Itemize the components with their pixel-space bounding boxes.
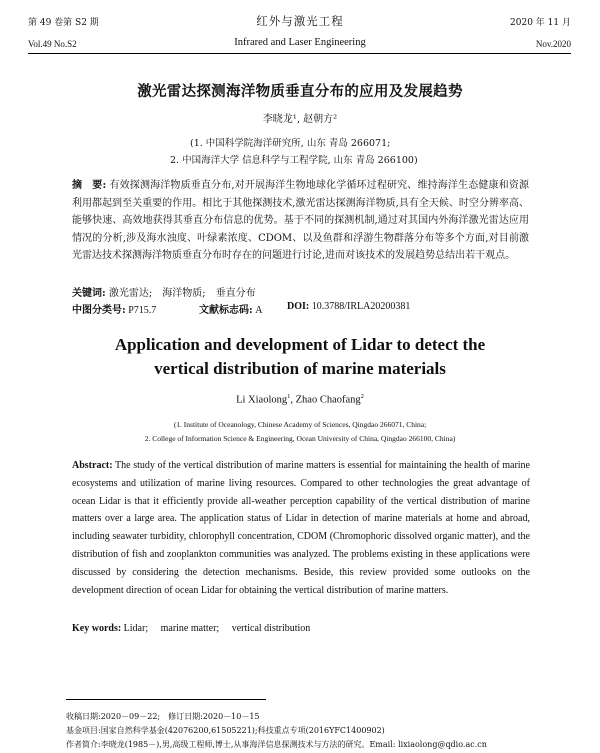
abstract-en [72, 457, 530, 599]
abstract-en-label: Abstract: [72, 460, 113, 471]
footnote-rule [66, 699, 266, 700]
header-date-cn: 2020 年 11 月 [510, 18, 571, 28]
author-en-1: Li Xiaolong [236, 394, 288, 406]
doc-code-value: A [255, 305, 263, 316]
header-volume-en: Vol.49 No.S2 [28, 39, 77, 49]
author-en-separator: , [290, 394, 296, 406]
footnote-author-info: 作者简介:李晓龙(1985－),男,高级工程师,博士,从事海洋信息探测技术与方法的研究。Email: lixiaolong@qdio.ac.cn [66, 740, 487, 749]
keywords-cn [72, 284, 256, 299]
author-en-2-mark: 2 [360, 393, 364, 400]
header-date-en: Nov.2020 [535, 39, 571, 49]
keywords-cn-label: 关键词: [72, 288, 106, 299]
authors-cn: 李晓龙¹, 赵朝方² [262, 114, 338, 125]
affiliation-cn-1: (1. 中国科学院海洋研究所, 山东 青岛 266071; [190, 138, 391, 149]
author-en-2: Zhao Chaofang [295, 394, 361, 406]
affiliation-cn-2: 2. 中国海洋大学 信息科学与工程学院, 山东 青岛 266100) [170, 155, 418, 166]
clc-value: P715.7 [128, 305, 157, 316]
abstract-en-text: The study of the vertical distribution of marine matters is essential for maintaining the health of marine ecosystems and utilization of marine living resources. Compared to other technologies the great advantage of ocean Lidar is that it efficiently provide all-weather perception capability of the vertical distribution of marine matters over a large area. The application status of Lidar in detection of marine materials at home and abroad, including seawater turbidity, chlorophyll concentration, CDOM (Chromophoric dissolved organic matter), and the distribution of fish and zooplankton communities was analyzed. The problems existing in these applications were discussed by considering the detection mechanisms. Beside, this review provided some outlooks on the development direction of ocean Lidar for obtaining the vertical distribution of marine matters. [72, 460, 530, 596]
abstract-cn [72, 177, 529, 265]
title-en: Application and development of Lidar to detect the vertical distribution of marine materials [114, 335, 486, 378]
doi [287, 301, 410, 312]
keywords-en-text: Lidar; marine matter; vertical distribution [123, 623, 311, 634]
doc-code [199, 301, 262, 316]
abstract-cn-label: 摘 要: [72, 180, 107, 191]
title-cn: 激光雷达探测海洋物质垂直分布的应用及发展趋势 [137, 83, 463, 100]
doc-code-label: 文献标志码: [199, 305, 253, 316]
header-journal-cn: 红外与激光工程 [256, 14, 344, 28]
authors-en [0, 393, 600, 406]
affiliation-en-2: 2. College of Information Science & Engineering, Ocean University of China, Qingdao 266100, China) [144, 434, 456, 443]
affiliation-en-1: (1. Institute of Oceanology, Chinese Academy of Sciences, Qingdao 266071, China; [173, 420, 427, 429]
doi-value: 10.3788/IRLA20200381 [311, 301, 411, 312]
footnote-fund: 基金项目:国家自然科学基金(42076200,61505221);科技重点专项(2016YFC1400902) [66, 726, 385, 735]
footnote-received: 收稿日期:2020－09－22; 修订日期:2020－10－15 [66, 712, 260, 721]
header-volume-cn: 第 49 卷第 S2 期 [28, 18, 99, 28]
header-journal-en: Infrared and Laser Engineering [234, 37, 366, 48]
clc-label: 中图分类号: [72, 305, 126, 316]
header-rule [28, 53, 571, 54]
keywords-en-label: Key words: [72, 623, 122, 634]
doi-label: DOI: [287, 301, 310, 312]
abstract-cn-text: 有效探测海洋物质垂直分布,对开展海洋生物地球化学循环过程研究、维持海洋生态健康和资源利用都起到至关重要的作用。相比于其他探测技术,激光雷达探测海洋物质,具有全天候、时空分辨率高、能够快速、高效地获得其垂直分布信息的优势。基于不同的探测机制,通过对其国内外海洋激光雷达应用情况的分析,涉及海水浊度、叶绿素浓度、CDOM、以及鱼群和浮游生物群落分布等多个方面,对目前激光雷达技术探测海洋物质垂直分布时存在的问题进行讨论,进而对该技术的发展趋势总结出若干观点。 [72, 180, 529, 262]
classification-line [72, 301, 156, 316]
keywords-cn-text: 激光雷达; 海洋物质; 垂直分布 [108, 288, 256, 299]
keywords-en [72, 619, 310, 634]
author-en-1-mark: 1 [287, 393, 291, 400]
